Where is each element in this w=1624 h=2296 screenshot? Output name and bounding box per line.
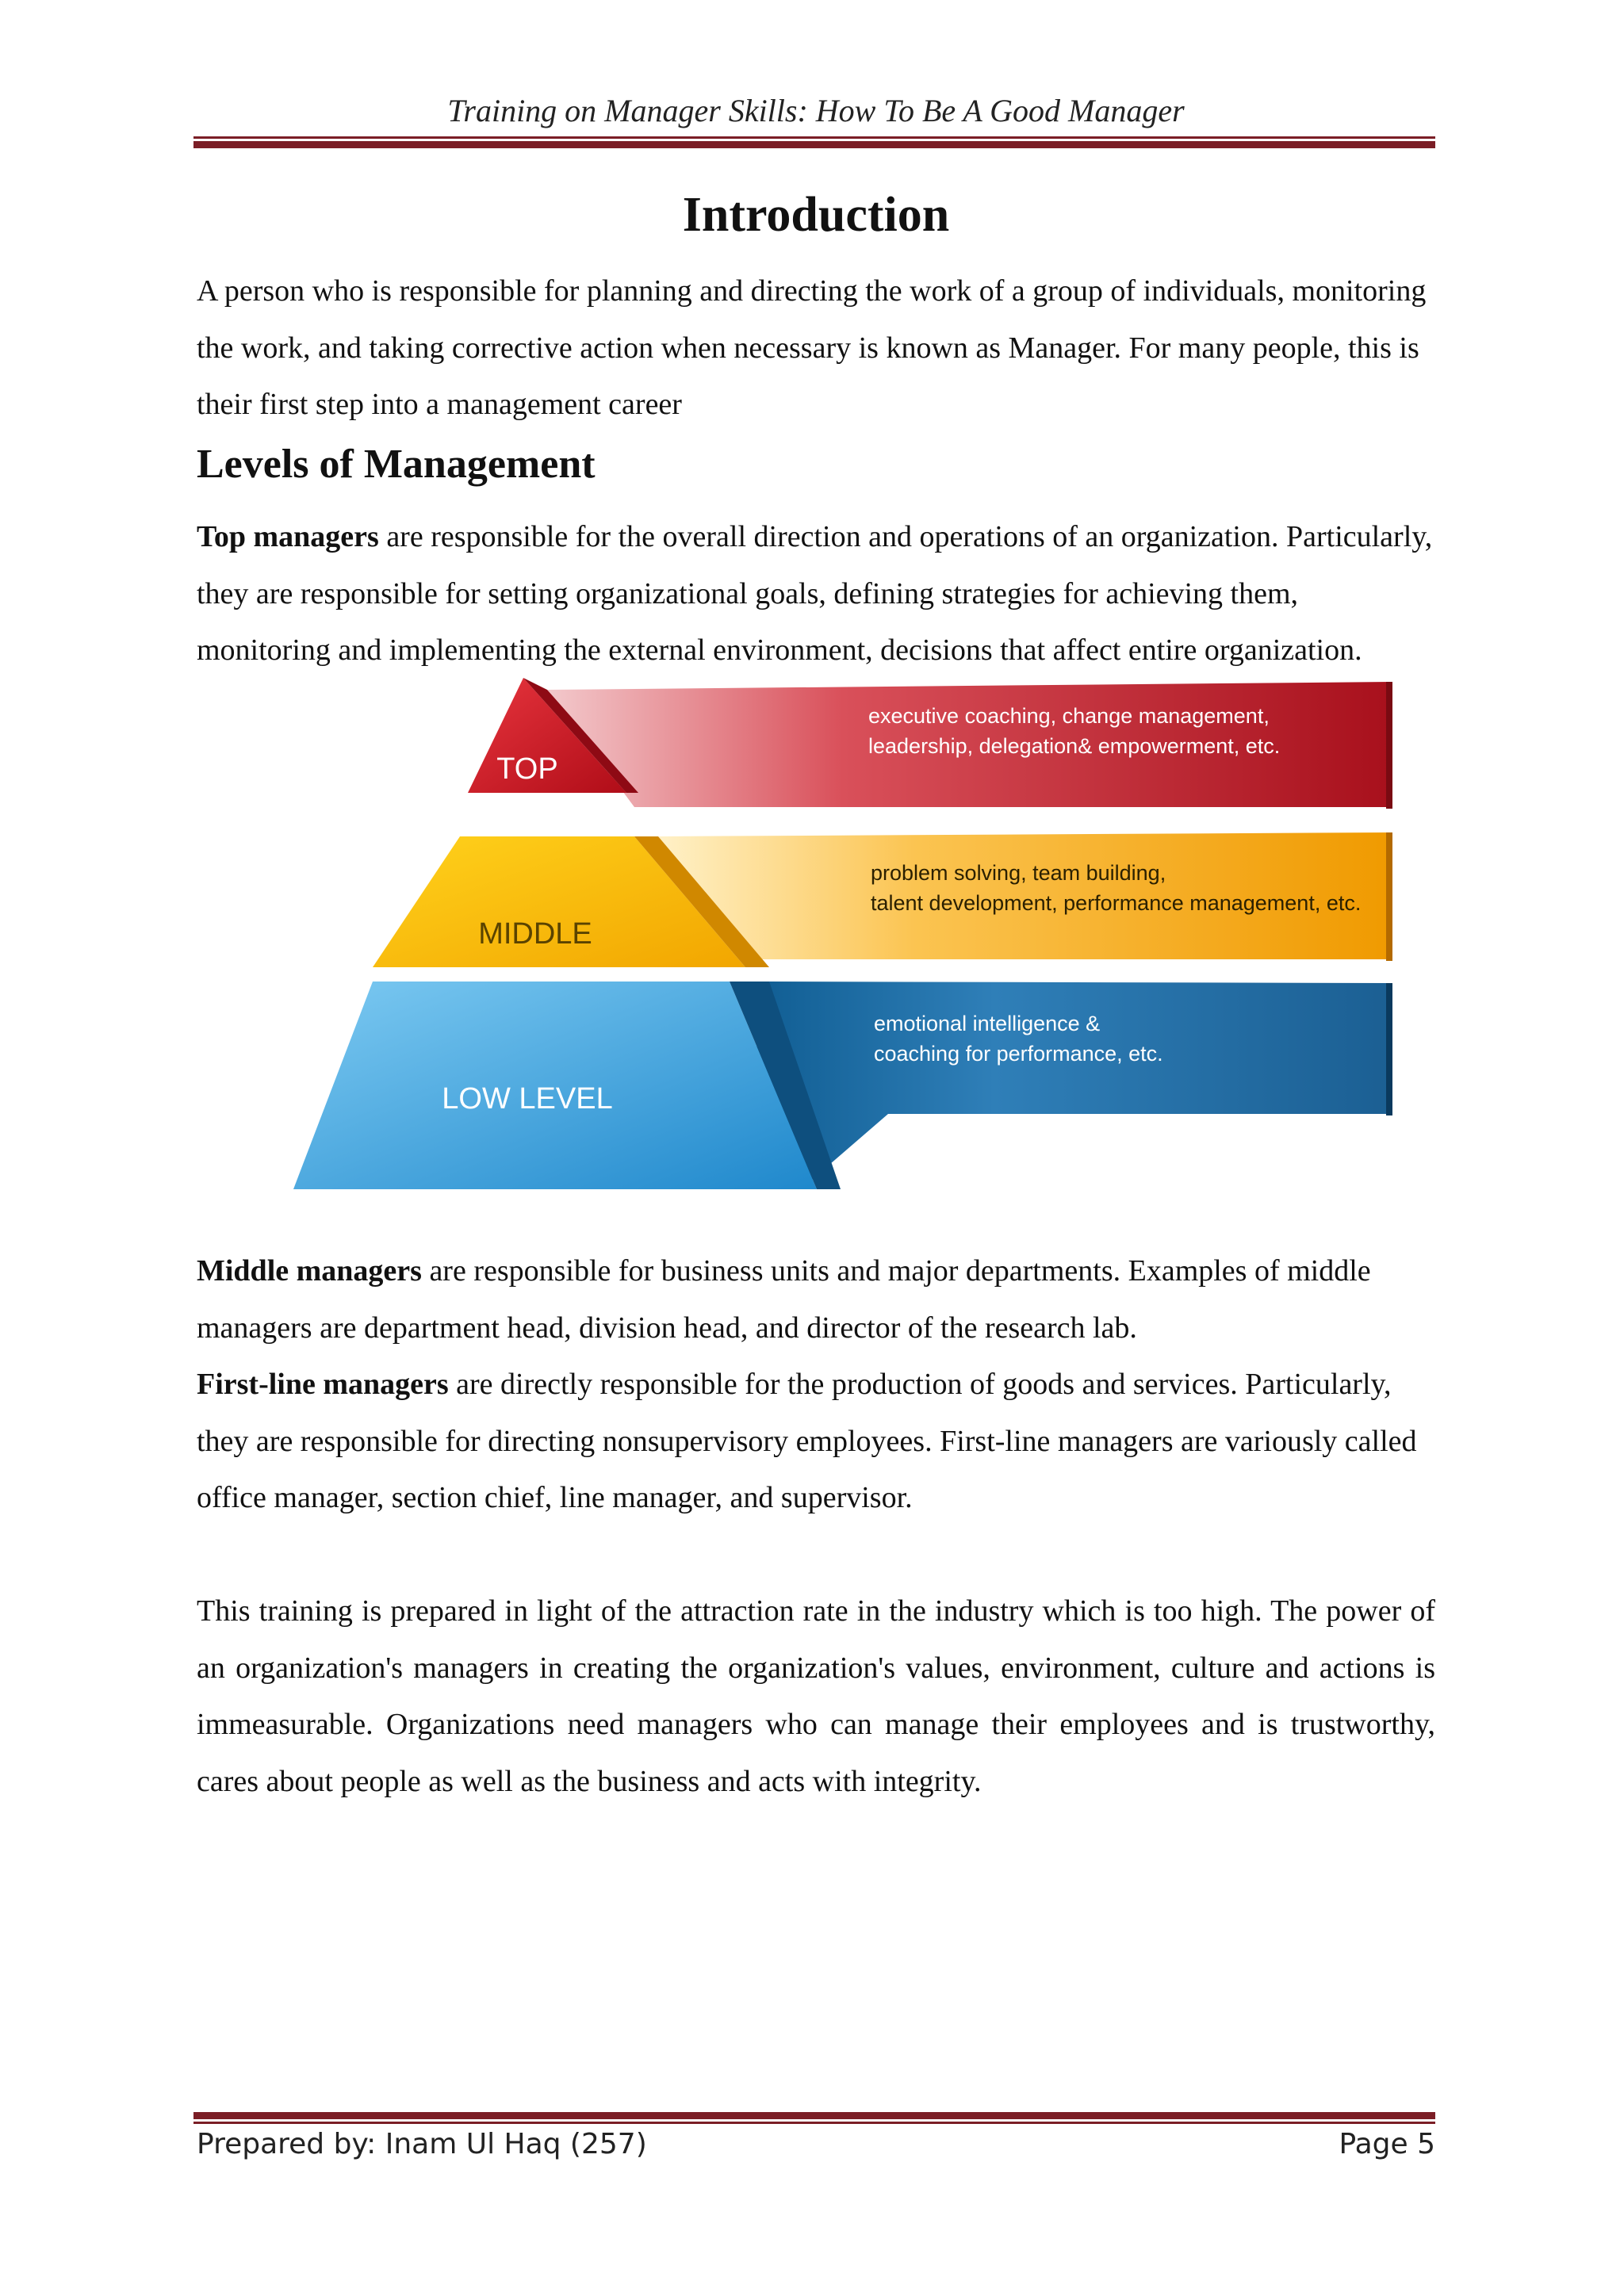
top-managers-term: Top managers [197, 520, 379, 553]
tier-middle [373, 832, 1392, 967]
tier-low-skills-line1: emotional intelligence & [874, 1012, 1101, 1035]
tier-label-top: TOP [496, 752, 558, 786]
closing-paragraph: This training is prepared in light of the attraction rate in the industry which is too high. The power of an organization's managers in creating the organization's values, environment, culture and actions is immeasurable. Organizations need managers who can manage their employees and is trustworthy, cares about people as well as the business and acts with integrity. [197, 1594, 1435, 1798]
tier-low-skills-line2: coaching for performance, etc. [874, 1042, 1163, 1066]
tier-middle-skills-line1: problem solving, team building, [871, 861, 1166, 885]
page-number: Page 5 [1339, 2128, 1435, 2160]
first-line-managers-paragraph [197, 1357, 1435, 1527]
running-header-title: Training on Manager Skills: How To Be A Good Manager [447, 93, 1185, 128]
page-title: Introduction [682, 188, 950, 242]
footer-rule-thin [193, 2122, 1435, 2124]
tier-top [468, 678, 1392, 809]
tier-label-low-level: LOW LEVEL [442, 1082, 613, 1115]
first-line-managers-term: First-line managers [197, 1368, 449, 1401]
intro-paragraph: A person who is responsible for planning and directing the work of a group of individuals, monitoring the work, and taking corrective action when necessary is known as Manager. For many people, this is their first step into a management career [197, 274, 1427, 421]
top-managers-text: are responsible for the overall direction and operations of an organization. Particularly, they are responsible for setting organizational goals, defining strategies for achieving them, monitoring and implementing the external environment, decisions that affect entire organization. [197, 520, 1433, 667]
middle-managers-term: Middle managers [197, 1254, 422, 1288]
footer-rule-thick [193, 2112, 1435, 2119]
tier-top-skills-line1: executive coaching, change management, [868, 704, 1270, 728]
top-band-edge [1386, 682, 1392, 809]
first-line-managers-text: are directly responsible for the production of goods and services. Particularly, they are responsible for directing nonsupervisory employees. First-line managers are variously called office manager, section chief, line manager, and supervisor. [197, 1368, 1417, 1514]
tier-middle-skills-line2: talent development, performance management, etc. [871, 891, 1362, 915]
tier-low-level [293, 982, 1392, 1189]
low-band-edge [1386, 983, 1392, 1115]
middle-band-edge [1386, 832, 1392, 961]
header-rule-thin [193, 136, 1435, 139]
top-managers-paragraph [197, 509, 1435, 679]
tier-top-skills-line2: leadership, delegation& empowerment, etc. [868, 734, 1281, 758]
middle-managers-paragraph [197, 1243, 1435, 1357]
levels-heading: Levels of Management [197, 442, 596, 487]
tier-label-middle: MIDDLE [478, 917, 592, 951]
management-levels-pyramid [285, 674, 1396, 1197]
middle-managers-text: are responsible for business units and major departments. Examples of middle managers are department head, division head, and director of the research lab. [197, 1254, 1371, 1345]
prepared-by: Prepared by: Inam Ul Haq (257) [197, 2128, 647, 2160]
header-rule-thick [193, 141, 1435, 148]
